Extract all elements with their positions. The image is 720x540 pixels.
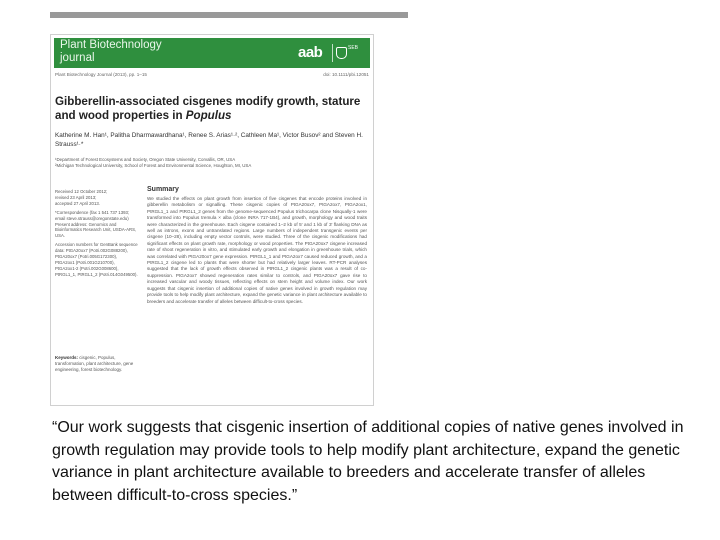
paper-title-genus: Populus — [185, 109, 232, 122]
paper-title — [55, 95, 367, 123]
author-list: Katherine M. Han¹, Palitha Dharmawardhana¹, Renee S. Arias¹·², Cathleen Ma¹, Victor Busov² and Steven H. Strauss¹·* — [55, 132, 363, 148]
summary-heading: Summary — [147, 186, 179, 193]
correspondence: *Correspondence (fax 1 541 737 1393; email steve.strauss@oregonstate.edu) Present address: Genomics and Bioinformatics Research Unit, USDA-ARS, USA. — [55, 209, 137, 239]
citation-text: Plant Biotechnology Journal (2013), pp. 1–15 — [55, 72, 147, 77]
received-dates: Received 12 October 2012; revised 23 April 2013; accepted 27 April 2013. — [55, 189, 108, 206]
seb-logo-text: SEB — [348, 45, 359, 51]
keywords-label: Keywords: — [55, 355, 79, 360]
keywords-block — [55, 355, 140, 374]
seb-logo — [332, 44, 369, 62]
seb-shield-icon — [336, 47, 347, 59]
doi-text: doi: 10.1111/pbi.12051 — [323, 72, 369, 77]
summary-text: We studied the effects on plant growth from insertion of five cisgenes that encode proteins involved in gibberellin metabolism or signalling. These cisgenic copies of PtGA20ox7, PtGA2ox7, PtGA2ox1, PtRGL1_1 and PtRGL1_2 genes from the genome-sequenced Populus trichocarpa clone Nisqually-1 were transformed into Populus tremula × alba (clone INRA 717-1B4), and growth, morphology and wood traits were characterized in the greenhouse. Each cisgene contained 1–2 kb of 5′ and 1 kb of 3′ flanking DNA as well as introns, exons and untranslated regions. Large numbers of independent transgenic events per cisgene (10–28), including empty vector controls, were studied. Three of the cisgenic modifications had significant effects on plant growth rate, morphology or wood properties. The PtGA20ox7 cisgene increased rate of shoot regeneration in vitro, and stimulated early growth and elongation in greenhouse trials, which was correlated with PtGA20ox7 gene expression. PtRGL1_1 and PtGA2ox7 caused reduced growth, and a PtRGL1_2 cisgene led to plants that were shorter but had relatively larger leaves. RT-PCR analyses suggested that the lack of growth effects observed in PtRGL1_2 cisgenic plants was a result of co-suppression. PtGA2ox7 showed regeneration rates similar to controls, and PtGA20ox7 gave rise to increased vascular and woody tissues, reflecting effects on stem height and volume index. Our work suggests that cisgenic insertion of additional copies of native genes involved in growth regulation may provide tools to help modify plant architecture, expand the genetic variance in plant architecture available to breeders and accelerate transfer of alleles between difficult-to-cross species. — [147, 196, 367, 304]
journal-banner — [54, 38, 370, 68]
accession-numbers: Accession numbers for GenBank sequence data: PtGA20ox7 (Potri.002G088200), PtGA20ox7 (Potri.005G172300), PtGA2ox1 (Potri.001G210700), PtGA2ox1-2 (Potri.002G008600), PtRGL1_1, PtRGL1_2 (Potri.014G049500). — [55, 242, 138, 277]
highlighted-quote: “Our work suggests that cisgenic insertion of additional copies of native genes involved in growth regulation may provide tools to help modify plant architecture, expand the genetic variance in plant architecture available to breeders and accelerate transfer of alleles between difficult-to-cross species.” — [52, 419, 684, 504]
paper-first-page-image — [50, 34, 374, 406]
citation-line — [55, 72, 369, 77]
affiliations: ¹Department of Forest Ecosystems and Society, Oregon State University, Corvallis, OR, USA ²Michigan Technological University, School of Forest and Environmental Science, Houghton, MI, USA — [55, 157, 252, 168]
aab-logo: aab — [298, 44, 323, 61]
decorative-top-rule — [50, 12, 408, 18]
journal-name: Plant Biotechnology journal — [60, 39, 162, 64]
keywords-text: cisgenic, Populus, transformation, plant architecture, gene engineering, forest biotechnology. — [55, 355, 134, 373]
article-info-column — [55, 189, 140, 281]
paper-title-main: Gibberellin-associated cisgenes modify growth, stature and wood properties in — [55, 95, 361, 122]
